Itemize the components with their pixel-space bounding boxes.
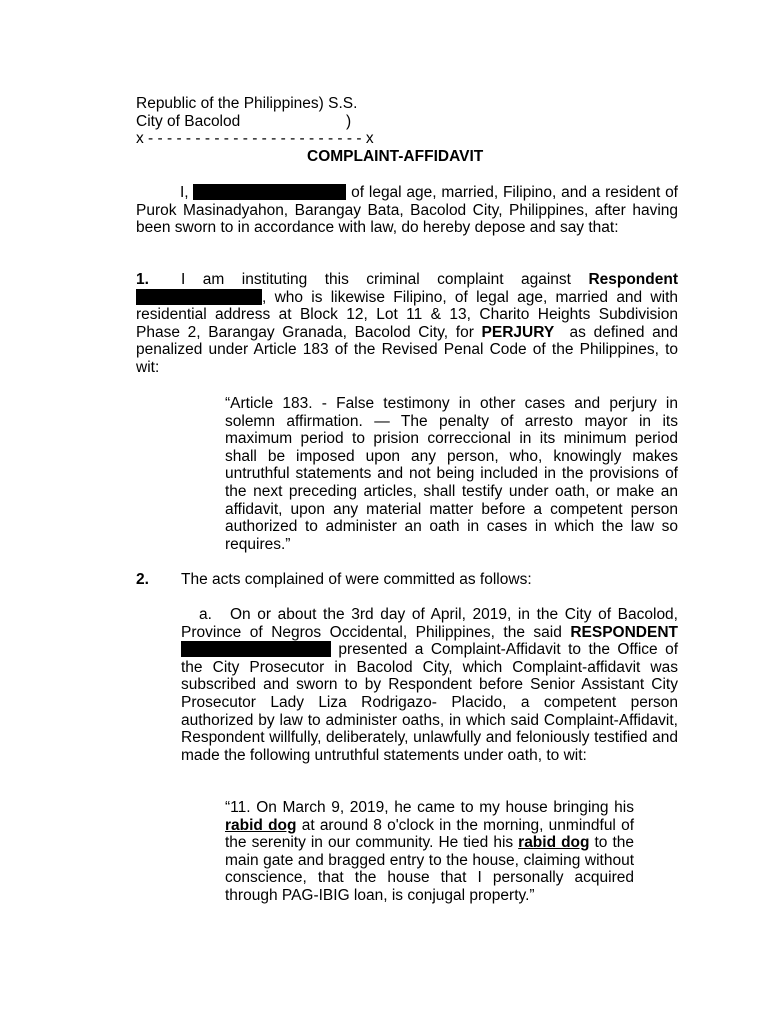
statement-text-b: at around 8 o'clock in the morning, unmindful of the serenity in our community. He tied his [225, 816, 634, 852]
header-divider: x - - - - - - - - - - - - - - - - - - - - - - - x [136, 130, 374, 147]
para1-body [136, 271, 683, 377]
para1-perjury: PERJURY [481, 323, 555, 341]
article-183-quote: “Article 183. - False testimony in other cases and perjury in solemn affirmation. — The penalty of arresto mayor in its maximum period to prision correccional in its minimum period shall be imposed upon any person, who, knowingly makes untruthful statements and not being included in the provisions of the next preceding articles, shall testify under oath, or make an affidavit, upon any material matter before a competent person authorized to administer an oath in cases in which the law so requires.” [225, 395, 678, 553]
para1-number: 1. [136, 271, 149, 288]
para2a-text-a: On or about the 3rd day of April, 2019, in the City of Bacolod, Province of Negros Occidental, Philippines, the said [181, 606, 678, 641]
redacted-name-respondent-2 [181, 641, 331, 657]
para1-respondent-label: Respondent [588, 271, 678, 288]
header-republic: Republic of the Philippines) S.S. [136, 95, 358, 112]
header-city: City of Bacolod [136, 113, 241, 130]
para2a-label: a. [199, 606, 212, 623]
document-title: COMPLAINT-AFFIDAVIT [307, 148, 484, 165]
redacted-name-complainant [193, 184, 346, 200]
statement-quote [225, 799, 634, 905]
statement-text-a: “11. On March 9, 2019, he came to my house bringing his [225, 799, 634, 816]
para2-text: The acts complained of were committed as follows: [181, 571, 532, 588]
statement-rabid-dog-2: rabid dog [518, 834, 590, 852]
para1-text-b: , who is likewise Filipino, of legal age, married and with residential address at Block 12, Lot 11 & 13, Charito Heights Subdivision Phase 2, Barangay Granada, Bacolod City, for [136, 288, 678, 341]
para2a-text-b: presented a Complaint-Affidavit to the Office of the City Prosecutor in Bacolod City, which Complaint-affidavit was subscribed and sworn to by Respondent before Senior Assistant City Prosecutor Lady Liza Rodrigazo- Placido, a competent person authorized by law to administer oaths, in which said Complaint-Affidavit, Respondent willfully, deliberately, unlawfully and feloniously testified and made the following untruthful statements under oath, to wit: [181, 641, 678, 764]
statement-rabid-dog-1: rabid dog [225, 816, 297, 834]
para1-text-c: as defined and penalized under Article 183 of the Revised Penal Code of the Philippines, to wit: [136, 323, 683, 376]
para2a-body [181, 606, 678, 764]
intro-prefix: I, [180, 184, 189, 201]
para2a-respondent-label: RESPONDENT [570, 623, 678, 641]
para2-number: 2. [136, 571, 149, 588]
para1-text-a: I am instituting this criminal complaint against [181, 271, 589, 288]
header-city-paren: ) [346, 113, 352, 130]
intro-paragraph [136, 184, 678, 237]
redacted-name-respondent [136, 289, 262, 305]
statement-text-c: to the main gate and bragged entry to the house, claiming without conscience, that the house that I personally acquired through PAG-IBIG loan, is conjugal property.” [225, 834, 634, 904]
intro-text: of legal age, married, Filipino, and a resident of Purok Masinadyahon, Barangay Bata, Bacolod City, Philippines, after having been sworn to in accordance with law, do hereby depose and say that: [136, 184, 678, 237]
